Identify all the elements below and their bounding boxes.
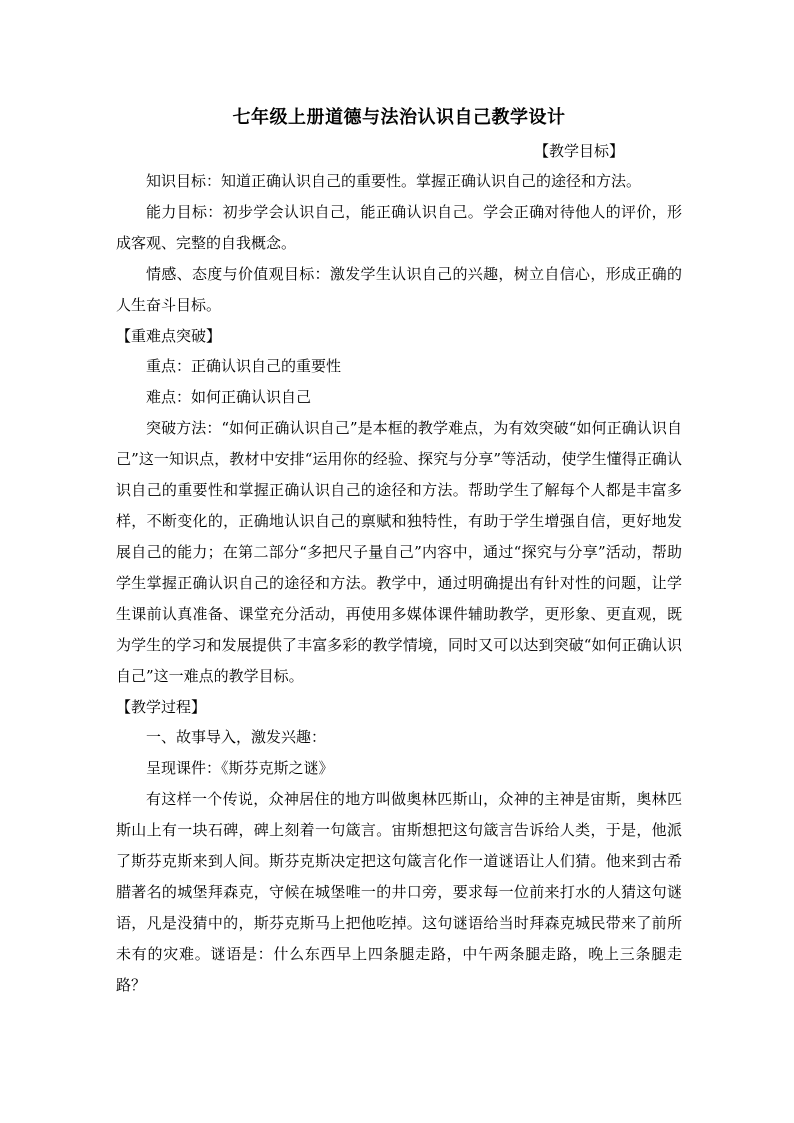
courseware-line: 呈现课件：《斯芬克斯之谜》 xyxy=(146,759,334,777)
attitude-objective: 情感、态度与价值观目标：激发学生认识自己的兴趣，树立自信心，形成正确的人生奋斗目标。 xyxy=(116,265,682,314)
difficulty-point: 难点：如何正确认识自己 xyxy=(146,388,312,406)
document-title: 七年级上册道德与法治认识自己教学设计 xyxy=(232,107,566,128)
key-points-heading: 【重难点突破】 xyxy=(116,327,222,345)
story-paragraph: 有这样一个传说，众神居住的地方叫做奥林匹斯山，众神的主神是宙斯，奥林匹斯山上有一块石碑，碑上刻着一句箴言。宙斯想把这句箴言告诉给人类，于是，他派了斯芬克斯来到人间。斯芬克斯决定把这句箴言化作一道谜语让人们猜。他来到古希腊著名的城堡拜森克，守候在城堡唯一的井口旁，要求每一位前来打水的人猜这句谜语，凡是没猜中的，斯芬克斯马上把他吃掉。这句谜语给当时拜森克城民带来了前所未有的灾难。谜语是：什么东西早上四条腿走路，中午两条腿走路，晚上三条腿走路？ xyxy=(116,790,682,994)
breakthrough-method: 突破方法：“如何正确认识自己”是本框的教学难点，为有效突破“如何正确认识自己”这一知识点，教材中安排“运用你的经验、探究与分享”等活动，使学生懂得正确认识自己的重要性和掌握正确认识自己的途径和方法。帮助学生了解每个人都是丰富多样，不断变化的，正确地认识自己的禀赋和独特性，有助于学生增强自信，更好地发展自己的能力；在第二部分“多把尺子量自己”内容中，通过“探究与分享”活动，帮助学生掌握正确认识自己的途径和方法。教学中，通过明确提出有针对性的问题，让学生课前认真准备、课堂充分活动，再使用多媒体课件辅助教学，更形象、更直观，既为学生的学习和发展提供了丰富多彩的教学情境，同时又可以达到突破“如何正确认识自己”这一难点的教学目标。 xyxy=(116,419,682,685)
teaching-process-heading: 【教学过程】 xyxy=(116,698,207,716)
teaching-objectives-heading: 【教学目标】 xyxy=(533,142,624,160)
process-step-1: 一、故事导入，激发兴趣： xyxy=(146,728,327,746)
key-point: 重点：正确认识自己的重要性 xyxy=(146,357,342,375)
ability-objective: 能力目标：初步学会认识自己，能正确认识自己。学会正确对待他人的评价，形成客观、完整的自我概念。 xyxy=(116,203,682,252)
document-body xyxy=(116,104,682,1001)
knowledge-objective: 知识目标：知道正确认识自己的重要性。掌握正确认识自己的途径和方法。 xyxy=(146,172,642,190)
